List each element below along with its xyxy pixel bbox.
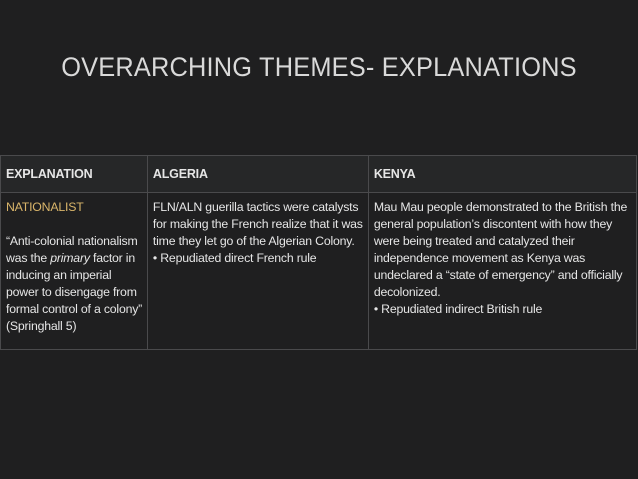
- kenya-bullet: • Repudiated indirect British rule: [373, 302, 543, 316]
- quote-emphasis: primary: [50, 251, 90, 265]
- header-explanation: EXPLANATION: [1, 156, 148, 193]
- algeria-bullet: • Repudiated direct French rule: [152, 251, 317, 265]
- kenya-text: Mau Mau people demonstrated to the British the general population’s discontent with how they were being treated and catalyzed their independence movement as Kenya was undeclared a “state of emergency” and officially decolonized.: [373, 200, 628, 299]
- themes-table: [0, 155, 637, 350]
- header-kenya: KENYA: [368, 156, 636, 193]
- algeria-text: FLN/ALN guerilla tactics were catalysts for making the French realize that it was time they let go of the Algerian Colony.: [152, 200, 363, 248]
- nationalist-label: NATIONALIST: [6, 200, 84, 214]
- algeria-cell: [147, 193, 368, 350]
- explanation-cell: [1, 193, 148, 350]
- quote-text: [6, 234, 142, 333]
- table-row: [1, 193, 637, 350]
- kenya-cell: [368, 193, 636, 350]
- slide-title: OVERARCHING THEMES- EXPLANATIONS: [61, 52, 577, 82]
- quote-part2: factor in inducing an imperial power to disengage from formal control of a colony” (Springhall 5): [6, 251, 143, 333]
- table-header-row: [1, 156, 637, 193]
- quote-part1: “Anti-colonial nationalism was the: [6, 234, 138, 265]
- header-algeria: ALGERIA: [147, 156, 368, 193]
